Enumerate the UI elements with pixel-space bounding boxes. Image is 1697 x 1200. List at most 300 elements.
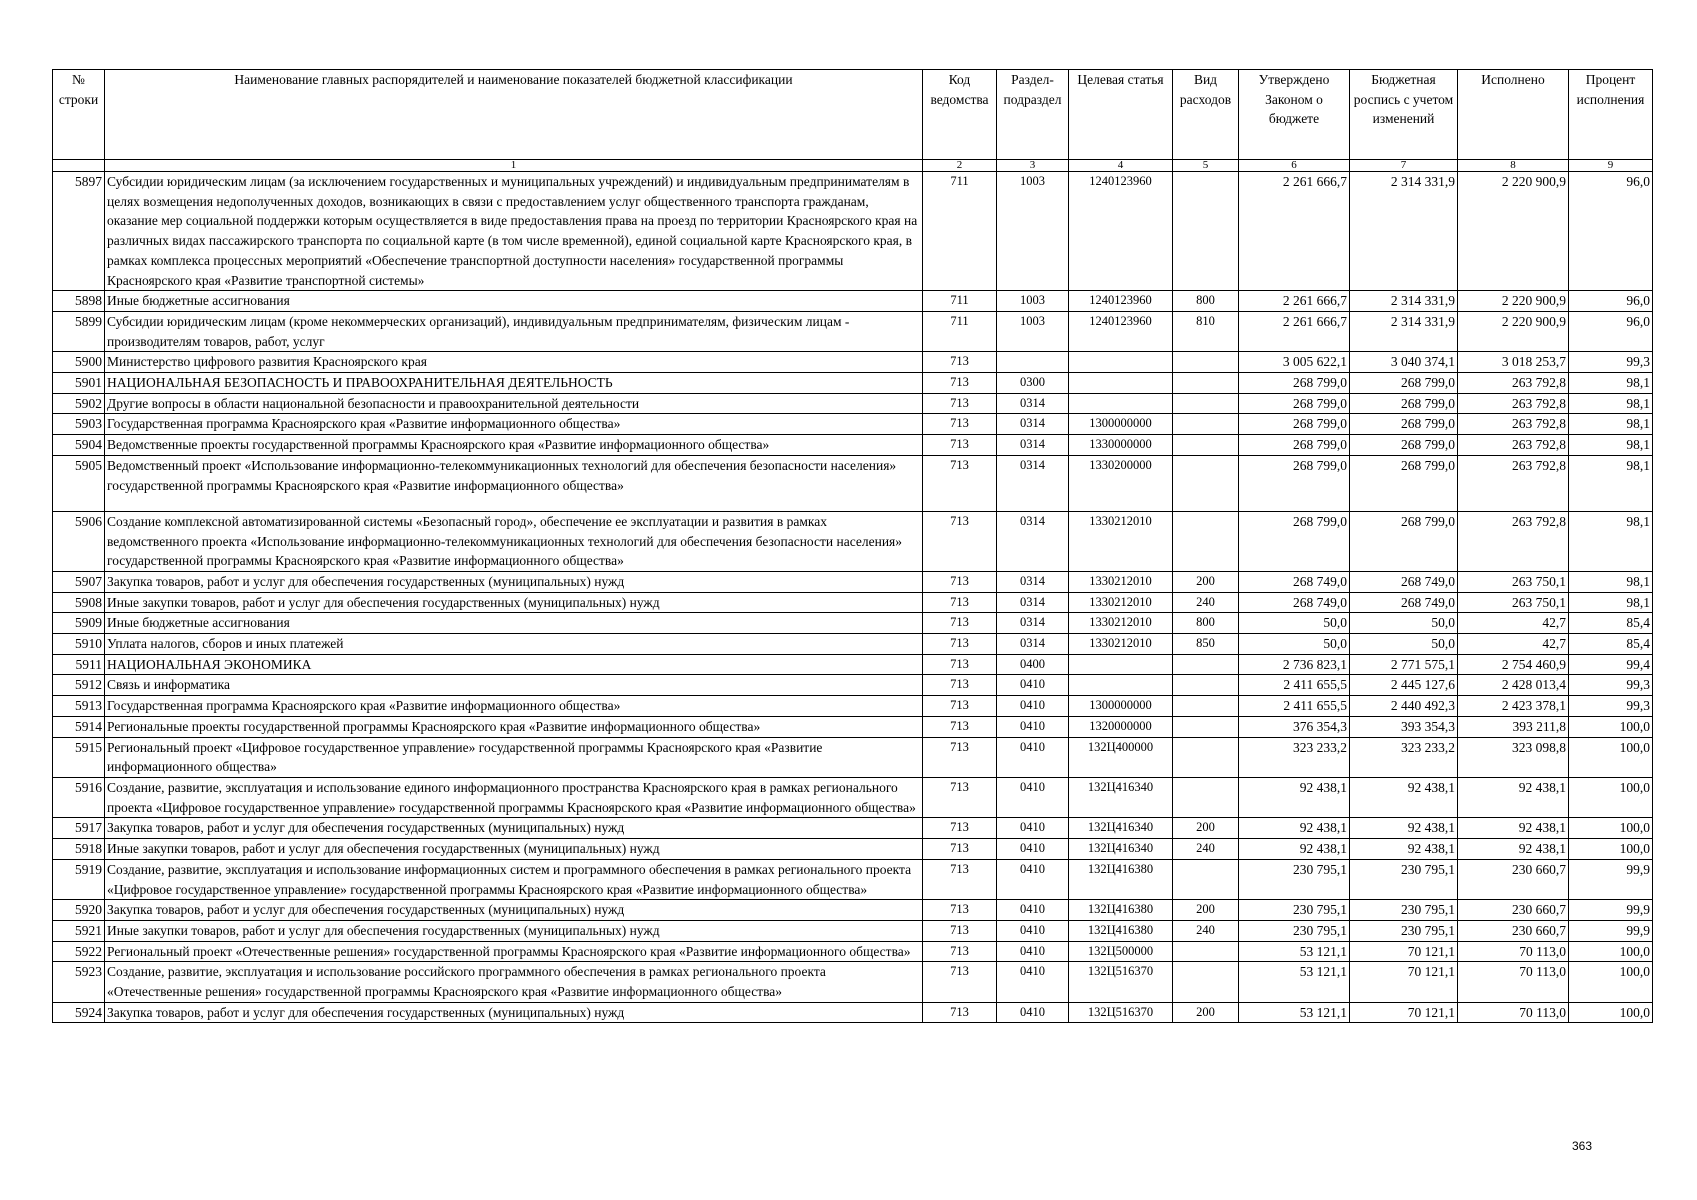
- section-code-cell: [997, 352, 1069, 373]
- section-code-cell: 0314: [997, 393, 1069, 414]
- table-row: [53, 941, 1653, 962]
- executed-amount-cell: 2 754 460,9: [1458, 654, 1569, 675]
- department-code-cell: 713: [923, 859, 997, 899]
- row-number-cell: 5915: [53, 737, 105, 777]
- target-article-cell: 1240123960: [1069, 172, 1173, 291]
- approved-amount-cell: 2 411 655,5: [1239, 675, 1350, 696]
- department-code-cell: 713: [923, 592, 997, 613]
- department-code-cell: 713: [923, 900, 997, 921]
- expense-kind-cell: 200: [1173, 900, 1239, 921]
- table-row: [53, 291, 1653, 312]
- expense-kind-cell: 800: [1173, 613, 1239, 634]
- table-body: [53, 172, 1653, 1023]
- executed-amount-cell: 263 792,8: [1458, 373, 1569, 394]
- budget-schedule-cell: 268 799,0: [1350, 511, 1458, 571]
- execution-percent-cell: 98,1: [1569, 414, 1653, 435]
- approved-amount-cell: 50,0: [1239, 634, 1350, 655]
- approved-amount-cell: 268 799,0: [1239, 435, 1350, 456]
- target-article-cell: 1330000000: [1069, 435, 1173, 456]
- row-number-cell: 5914: [53, 716, 105, 737]
- expense-kind-cell: 800: [1173, 291, 1239, 312]
- expense-kind-cell: [1173, 373, 1239, 394]
- indicator-name-cell: Создание комплексной автоматизированной системы «Безопасный город», обеспечение ее эксплуатации и развития в рамках ведомственного проекта «Использование информационно-телекоммуникационных технологий для обеспечения безопасности населения» государственной программы Красноярского края «Развитие информационного общества»: [105, 511, 923, 571]
- approved-amount-cell: 323 233,2: [1239, 737, 1350, 777]
- target-article-cell: [1069, 393, 1173, 414]
- indicator-name-cell: Субсидии юридическим лицам (кроме некоммерческих организаций), индивидуальным предпринимателям, физическим лицам - производителям товаров, работ, услуг: [105, 311, 923, 351]
- approved-amount-cell: 268 799,0: [1239, 393, 1350, 414]
- budget-schedule-cell: 2 314 331,9: [1350, 311, 1458, 351]
- row-number-cell: 5901: [53, 373, 105, 394]
- target-article-cell: 1300000000: [1069, 696, 1173, 717]
- table-row: [53, 511, 1653, 571]
- target-article-cell: [1069, 654, 1173, 675]
- approved-amount-cell: 268 799,0: [1239, 455, 1350, 511]
- department-code-cell: 713: [923, 634, 997, 655]
- indicator-name-cell: Министерство цифрового развития Красноярского края: [105, 352, 923, 373]
- budget-schedule-cell: 70 121,1: [1350, 941, 1458, 962]
- executed-amount-cell: 2 220 900,9: [1458, 291, 1569, 312]
- row-number-cell: 5904: [53, 435, 105, 456]
- executed-amount-cell: 263 792,8: [1458, 511, 1569, 571]
- row-number-cell: 5911: [53, 654, 105, 675]
- row-number-cell: 5906: [53, 511, 105, 571]
- approved-amount-cell: 50,0: [1239, 613, 1350, 634]
- table-row: [53, 373, 1653, 394]
- execution-percent-cell: 85,4: [1569, 634, 1653, 655]
- department-code-cell: 711: [923, 311, 997, 351]
- indicator-name-cell: Иные бюджетные ассигнования: [105, 613, 923, 634]
- approved-amount-cell: 268 799,0: [1239, 373, 1350, 394]
- target-article-cell: 1300000000: [1069, 414, 1173, 435]
- approved-amount-cell: 268 749,0: [1239, 571, 1350, 592]
- execution-percent-cell: 98,1: [1569, 373, 1653, 394]
- expense-kind-cell: 200: [1173, 571, 1239, 592]
- budget-schedule-cell: 50,0: [1350, 613, 1458, 634]
- table-row: [53, 696, 1653, 717]
- header-row-number: № строки: [53, 70, 105, 160]
- executed-amount-cell: 70 113,0: [1458, 1002, 1569, 1023]
- column-number: 2: [923, 160, 997, 172]
- target-article-cell: 1330212010: [1069, 511, 1173, 571]
- expense-kind-cell: 200: [1173, 818, 1239, 839]
- table-row: [53, 1002, 1653, 1023]
- executed-amount-cell: 230 660,7: [1458, 920, 1569, 941]
- target-article-cell: 1240123960: [1069, 311, 1173, 351]
- department-code-cell: 713: [923, 716, 997, 737]
- execution-percent-cell: 99,9: [1569, 920, 1653, 941]
- row-number-cell: 5919: [53, 859, 105, 899]
- section-code-cell: 0410: [997, 716, 1069, 737]
- executed-amount-cell: 92 438,1: [1458, 818, 1569, 839]
- expense-kind-cell: 200: [1173, 1002, 1239, 1023]
- executed-amount-cell: 263 792,8: [1458, 455, 1569, 511]
- budget-schedule-cell: 268 799,0: [1350, 373, 1458, 394]
- column-number: 9: [1569, 160, 1653, 172]
- budget-schedule-cell: 2 445 127,6: [1350, 675, 1458, 696]
- budget-schedule-cell: 2 314 331,9: [1350, 172, 1458, 291]
- expense-kind-cell: [1173, 654, 1239, 675]
- row-number-cell: 5909: [53, 613, 105, 634]
- target-article-cell: 1330200000: [1069, 455, 1173, 511]
- executed-amount-cell: 2 220 900,9: [1458, 311, 1569, 351]
- indicator-name-cell: Субсидии юридическим лицам (за исключением государственных и муниципальных учреждений) и индивидуальным предпринимателям в целях возмещения недополученных доходов, возникающих в связи с предоставлением услуг общественного транспорта гражданам, оказание мер социальной поддержки которым осуществляется в виде предоставления права на проезд по территории Красноярского края на различных видах пассажирского транспорта по социальной карте (в том числе временной), единой социальной карте Красноярского края, в рамках комплекса процессных мероприятий «Обеспечение транспортной доступности населения» государственной программы Красноярского края «Развитие транспортной системы»: [105, 172, 923, 291]
- target-article-cell: [1069, 352, 1173, 373]
- table-row: [53, 435, 1653, 456]
- table-header: [53, 70, 1653, 172]
- execution-percent-cell: 98,1: [1569, 393, 1653, 414]
- executed-amount-cell: 2 220 900,9: [1458, 172, 1569, 291]
- header-expense-kind: Вид расходов: [1173, 70, 1239, 160]
- target-article-cell: [1069, 373, 1173, 394]
- execution-percent-cell: 96,0: [1569, 172, 1653, 291]
- header-name: Наименование главных распорядителей и наименование показателей бюджетной классификации: [105, 70, 923, 160]
- execution-percent-cell: 85,4: [1569, 613, 1653, 634]
- execution-percent-cell: 100,0: [1569, 737, 1653, 777]
- section-code-cell: 0410: [997, 941, 1069, 962]
- expense-kind-cell: [1173, 777, 1239, 817]
- execution-percent-cell: 100,0: [1569, 941, 1653, 962]
- row-number-cell: 5912: [53, 675, 105, 696]
- execution-percent-cell: 98,1: [1569, 435, 1653, 456]
- execution-percent-cell: 100,0: [1569, 716, 1653, 737]
- execution-percent-cell: 99,3: [1569, 352, 1653, 373]
- department-code-cell: 713: [923, 414, 997, 435]
- table-row: [53, 393, 1653, 414]
- indicator-name-cell: Ведомственные проекты государственной программы Красноярского края «Развитие информационного общества»: [105, 435, 923, 456]
- execution-percent-cell: 99,3: [1569, 696, 1653, 717]
- budget-schedule-cell: 92 438,1: [1350, 839, 1458, 860]
- executed-amount-cell: 2 423 378,1: [1458, 696, 1569, 717]
- approved-amount-cell: 2 261 666,7: [1239, 311, 1350, 351]
- table-row: [53, 571, 1653, 592]
- table-row: [53, 592, 1653, 613]
- expense-kind-cell: [1173, 455, 1239, 511]
- indicator-name-cell: Иные закупки товаров, работ и услуг для обеспечения государственных (муниципальных) нужд: [105, 592, 923, 613]
- target-article-cell: 1240123960: [1069, 291, 1173, 312]
- target-article-cell: 1320000000: [1069, 716, 1173, 737]
- budget-schedule-cell: 50,0: [1350, 634, 1458, 655]
- indicator-name-cell: Закупка товаров, работ и услуг для обеспечения государственных (муниципальных) нужд: [105, 1002, 923, 1023]
- row-number-cell: 5918: [53, 839, 105, 860]
- indicator-name-cell: Государственная программа Красноярского края «Развитие информационного общества»: [105, 696, 923, 717]
- column-number: 7: [1350, 160, 1458, 172]
- department-code-cell: 713: [923, 511, 997, 571]
- section-code-cell: 0410: [997, 675, 1069, 696]
- section-code-cell: 0314: [997, 414, 1069, 435]
- section-code-cell: 0410: [997, 859, 1069, 899]
- budget-schedule-cell: 2 314 331,9: [1350, 291, 1458, 312]
- row-number-cell: 5921: [53, 920, 105, 941]
- section-code-cell: 0314: [997, 435, 1069, 456]
- section-code-cell: 0314: [997, 511, 1069, 571]
- row-number-cell: 5913: [53, 696, 105, 717]
- budget-schedule-cell: 230 795,1: [1350, 900, 1458, 921]
- budget-schedule-cell: 2 771 575,1: [1350, 654, 1458, 675]
- column-number: 1: [105, 160, 923, 172]
- table-row: [53, 455, 1653, 511]
- section-code-cell: 0410: [997, 777, 1069, 817]
- header-target-article: Целевая статья: [1069, 70, 1173, 160]
- approved-amount-cell: 2 411 655,5: [1239, 696, 1350, 717]
- table-row: [53, 839, 1653, 860]
- approved-amount-cell: 2 261 666,7: [1239, 172, 1350, 291]
- section-code-cell: 1003: [997, 311, 1069, 351]
- indicator-name-cell: Региональные проекты государственной программы Красноярского края «Развитие информационного общества»: [105, 716, 923, 737]
- budget-schedule-cell: 268 749,0: [1350, 571, 1458, 592]
- executed-amount-cell: 3 018 253,7: [1458, 352, 1569, 373]
- expense-kind-cell: [1173, 511, 1239, 571]
- budget-schedule-cell: 323 233,2: [1350, 737, 1458, 777]
- executed-amount-cell: 230 660,7: [1458, 859, 1569, 899]
- approved-amount-cell: 268 799,0: [1239, 511, 1350, 571]
- executed-amount-cell: 42,7: [1458, 634, 1569, 655]
- row-number-cell: 5923: [53, 962, 105, 1002]
- approved-amount-cell: 53 121,1: [1239, 941, 1350, 962]
- indicator-name-cell: Связь и информатика: [105, 675, 923, 696]
- header-approved: Утверждено Законом о бюджете: [1239, 70, 1350, 160]
- department-code-cell: 713: [923, 1002, 997, 1023]
- indicator-name-cell: Иные закупки товаров, работ и услуг для обеспечения государственных (муниципальных) нужд: [105, 920, 923, 941]
- budget-table: [52, 69, 1653, 1023]
- expense-kind-cell: [1173, 172, 1239, 291]
- approved-amount-cell: 92 438,1: [1239, 839, 1350, 860]
- row-number-cell: 5916: [53, 777, 105, 817]
- section-code-cell: 0410: [997, 818, 1069, 839]
- table-row: [53, 818, 1653, 839]
- indicator-name-cell: Уплата налогов, сборов и иных платежей: [105, 634, 923, 655]
- header-row: [53, 70, 1653, 160]
- approved-amount-cell: 92 438,1: [1239, 818, 1350, 839]
- table-row: [53, 859, 1653, 899]
- row-number-cell: 5907: [53, 571, 105, 592]
- executed-amount-cell: 263 792,8: [1458, 393, 1569, 414]
- row-number-cell: 5903: [53, 414, 105, 435]
- indicator-name-cell: Создание, развитие, эксплуатация и использование российского программного обеспечения в рамках регионального проекта «Отечественные решения» государственной программы Красноярского края «Развитие информационного общества»: [105, 962, 923, 1002]
- row-number-cell: 5902: [53, 393, 105, 414]
- row-number-cell: 5897: [53, 172, 105, 291]
- row-number-cell: 5910: [53, 634, 105, 655]
- row-number-cell: 5922: [53, 941, 105, 962]
- department-code-cell: 713: [923, 373, 997, 394]
- row-number-cell: 5900: [53, 352, 105, 373]
- indicator-name-cell: Региональный проект «Цифровое государственное управление» государственной программы Красноярского края «Развитие информационного общества»: [105, 737, 923, 777]
- header-section: Раздел-подраздел: [997, 70, 1069, 160]
- section-code-cell: 0314: [997, 592, 1069, 613]
- indicator-name-cell: Создание, развитие, эксплуатация и использование единого информационного пространства Красноярского края в рамках регионального проекта «Цифровое государственное управление» государственной программы Красноярского края «Развитие информационного общества»: [105, 777, 923, 817]
- budget-sheet: [52, 69, 1653, 1023]
- executed-amount-cell: 92 438,1: [1458, 839, 1569, 860]
- expense-kind-cell: [1173, 696, 1239, 717]
- approved-amount-cell: 268 799,0: [1239, 414, 1350, 435]
- executed-amount-cell: 230 660,7: [1458, 900, 1569, 921]
- department-code-cell: 713: [923, 696, 997, 717]
- execution-percent-cell: 99,4: [1569, 654, 1653, 675]
- executed-amount-cell: 70 113,0: [1458, 962, 1569, 1002]
- executed-amount-cell: 92 438,1: [1458, 777, 1569, 817]
- execution-percent-cell: 98,1: [1569, 571, 1653, 592]
- row-number-cell: 5924: [53, 1002, 105, 1023]
- section-code-cell: 1003: [997, 172, 1069, 291]
- table-row: [53, 962, 1653, 1002]
- department-code-cell: 713: [923, 435, 997, 456]
- section-code-cell: 0300: [997, 373, 1069, 394]
- expense-kind-cell: [1173, 716, 1239, 737]
- indicator-name-cell: Иные бюджетные ассигнования: [105, 291, 923, 312]
- expense-kind-cell: [1173, 941, 1239, 962]
- indicator-name-cell: Закупка товаров, работ и услуг для обеспечения государственных (муниципальных) нужд: [105, 818, 923, 839]
- budget-schedule-cell: 70 121,1: [1350, 962, 1458, 1002]
- budget-schedule-cell: 3 040 374,1: [1350, 352, 1458, 373]
- table-row: [53, 311, 1653, 351]
- column-number: [53, 160, 105, 172]
- execution-percent-cell: 100,0: [1569, 777, 1653, 817]
- section-code-cell: 0400: [997, 654, 1069, 675]
- indicator-name-cell: Ведомственный проект «Использование информационно-телекоммуникационных технологий для обеспечения безопасности населения» государственной программы Красноярского края «Развитие информационного общества»: [105, 455, 923, 511]
- target-article-cell: [1069, 675, 1173, 696]
- department-code-cell: 713: [923, 737, 997, 777]
- execution-percent-cell: 98,1: [1569, 455, 1653, 511]
- section-code-cell: 0410: [997, 900, 1069, 921]
- section-code-cell: 0410: [997, 962, 1069, 1002]
- table-row: [53, 414, 1653, 435]
- target-article-cell: 132Ц416340: [1069, 818, 1173, 839]
- target-article-cell: 132Ц416380: [1069, 900, 1173, 921]
- execution-percent-cell: 98,1: [1569, 592, 1653, 613]
- section-code-cell: 1003: [997, 291, 1069, 312]
- indicator-name-cell: Закупка товаров, работ и услуг для обеспечения государственных (муниципальных) нужд: [105, 900, 923, 921]
- expense-kind-cell: [1173, 962, 1239, 1002]
- department-code-cell: 711: [923, 291, 997, 312]
- department-code-cell: 713: [923, 839, 997, 860]
- execution-percent-cell: 100,0: [1569, 818, 1653, 839]
- target-article-cell: 1330212010: [1069, 571, 1173, 592]
- executed-amount-cell: 263 792,8: [1458, 414, 1569, 435]
- approved-amount-cell: 2 261 666,7: [1239, 291, 1350, 312]
- indicator-name-cell: Региональный проект «Отечественные решения» государственной программы Красноярского края «Развитие информационного общества»: [105, 941, 923, 962]
- execution-percent-cell: 100,0: [1569, 839, 1653, 860]
- budget-schedule-cell: 268 799,0: [1350, 435, 1458, 456]
- executed-amount-cell: 263 750,1: [1458, 571, 1569, 592]
- approved-amount-cell: 53 121,1: [1239, 1002, 1350, 1023]
- table-row: [53, 920, 1653, 941]
- table-row: [53, 777, 1653, 817]
- column-number: 4: [1069, 160, 1173, 172]
- target-article-cell: 1330212010: [1069, 592, 1173, 613]
- department-code-cell: 711: [923, 172, 997, 291]
- execution-percent-cell: 96,0: [1569, 291, 1653, 312]
- executed-amount-cell: 70 113,0: [1458, 941, 1569, 962]
- department-code-cell: 713: [923, 613, 997, 634]
- section-code-cell: 0314: [997, 571, 1069, 592]
- execution-percent-cell: 100,0: [1569, 1002, 1653, 1023]
- budget-schedule-cell: 268 799,0: [1350, 414, 1458, 435]
- budget-schedule-cell: 268 799,0: [1350, 393, 1458, 414]
- executed-amount-cell: 42,7: [1458, 613, 1569, 634]
- target-article-cell: 132Ц416340: [1069, 777, 1173, 817]
- budget-schedule-cell: 2 440 492,3: [1350, 696, 1458, 717]
- table-row: [53, 654, 1653, 675]
- department-code-cell: 713: [923, 777, 997, 817]
- table-row: [53, 737, 1653, 777]
- approved-amount-cell: 376 354,3: [1239, 716, 1350, 737]
- approved-amount-cell: 230 795,1: [1239, 859, 1350, 899]
- executed-amount-cell: 393 211,8: [1458, 716, 1569, 737]
- expense-kind-cell: [1173, 675, 1239, 696]
- execution-percent-cell: 99,9: [1569, 859, 1653, 899]
- department-code-cell: 713: [923, 571, 997, 592]
- executed-amount-cell: 323 098,8: [1458, 737, 1569, 777]
- table-row: [53, 900, 1653, 921]
- target-article-cell: 132Ц500000: [1069, 941, 1173, 962]
- indicator-name-cell: НАЦИОНАЛЬНАЯ ЭКОНОМИКА: [105, 654, 923, 675]
- indicator-name-cell: Другие вопросы в области национальной безопасности и правоохранительной деятельности: [105, 393, 923, 414]
- budget-schedule-cell: 268 799,0: [1350, 455, 1458, 511]
- column-number: 5: [1173, 160, 1239, 172]
- budget-schedule-cell: 230 795,1: [1350, 920, 1458, 941]
- target-article-cell: 1330212010: [1069, 613, 1173, 634]
- expense-kind-cell: 240: [1173, 839, 1239, 860]
- budget-schedule-cell: 70 121,1: [1350, 1002, 1458, 1023]
- table-row: [53, 716, 1653, 737]
- indicator-name-cell: Иные закупки товаров, работ и услуг для обеспечения государственных (муниципальных) нужд: [105, 839, 923, 860]
- target-article-cell: 132Ц516370: [1069, 1002, 1173, 1023]
- approved-amount-cell: 53 121,1: [1239, 962, 1350, 1002]
- budget-schedule-cell: 393 354,3: [1350, 716, 1458, 737]
- column-number: 8: [1458, 160, 1569, 172]
- target-article-cell: 1330212010: [1069, 634, 1173, 655]
- expense-kind-cell: [1173, 435, 1239, 456]
- row-number-cell: 5920: [53, 900, 105, 921]
- executed-amount-cell: 2 428 013,4: [1458, 675, 1569, 696]
- expense-kind-cell: 810: [1173, 311, 1239, 351]
- row-number-cell: 5899: [53, 311, 105, 351]
- department-code-cell: 713: [923, 654, 997, 675]
- budget-schedule-cell: 92 438,1: [1350, 818, 1458, 839]
- approved-amount-cell: 268 749,0: [1239, 592, 1350, 613]
- section-code-cell: 0314: [997, 613, 1069, 634]
- indicator-name-cell: Закупка товаров, работ и услуг для обеспечения государственных (муниципальных) нужд: [105, 571, 923, 592]
- column-number: 6: [1239, 160, 1350, 172]
- department-code-cell: 713: [923, 352, 997, 373]
- section-code-cell: 0410: [997, 1002, 1069, 1023]
- expense-kind-cell: [1173, 859, 1239, 899]
- target-article-cell: 132Ц416380: [1069, 859, 1173, 899]
- column-number: 3: [997, 160, 1069, 172]
- executed-amount-cell: 263 792,8: [1458, 435, 1569, 456]
- budget-schedule-cell: 268 749,0: [1350, 592, 1458, 613]
- section-code-cell: 0410: [997, 839, 1069, 860]
- target-article-cell: 132Ц416380: [1069, 920, 1173, 941]
- execution-percent-cell: 98,1: [1569, 511, 1653, 571]
- row-number-cell: 5905: [53, 455, 105, 511]
- table-row: [53, 613, 1653, 634]
- expense-kind-cell: [1173, 352, 1239, 373]
- indicator-name-cell: НАЦИОНАЛЬНАЯ БЕЗОПАСНОСТЬ И ПРАВООХРАНИТЕЛЬНАЯ ДЕЯТЕЛЬНОСТЬ: [105, 373, 923, 394]
- target-article-cell: 132Ц400000: [1069, 737, 1173, 777]
- expense-kind-cell: 240: [1173, 592, 1239, 613]
- row-number-cell: 5898: [53, 291, 105, 312]
- target-article-cell: 132Ц516370: [1069, 962, 1173, 1002]
- table-row: [53, 172, 1653, 291]
- approved-amount-cell: 2 736 823,1: [1239, 654, 1350, 675]
- target-article-cell: 132Ц416340: [1069, 839, 1173, 860]
- execution-percent-cell: 99,9: [1569, 900, 1653, 921]
- expense-kind-cell: 850: [1173, 634, 1239, 655]
- approved-amount-cell: 230 795,1: [1239, 900, 1350, 921]
- department-code-cell: 713: [923, 818, 997, 839]
- expense-kind-cell: [1173, 737, 1239, 777]
- budget-schedule-cell: 92 438,1: [1350, 777, 1458, 817]
